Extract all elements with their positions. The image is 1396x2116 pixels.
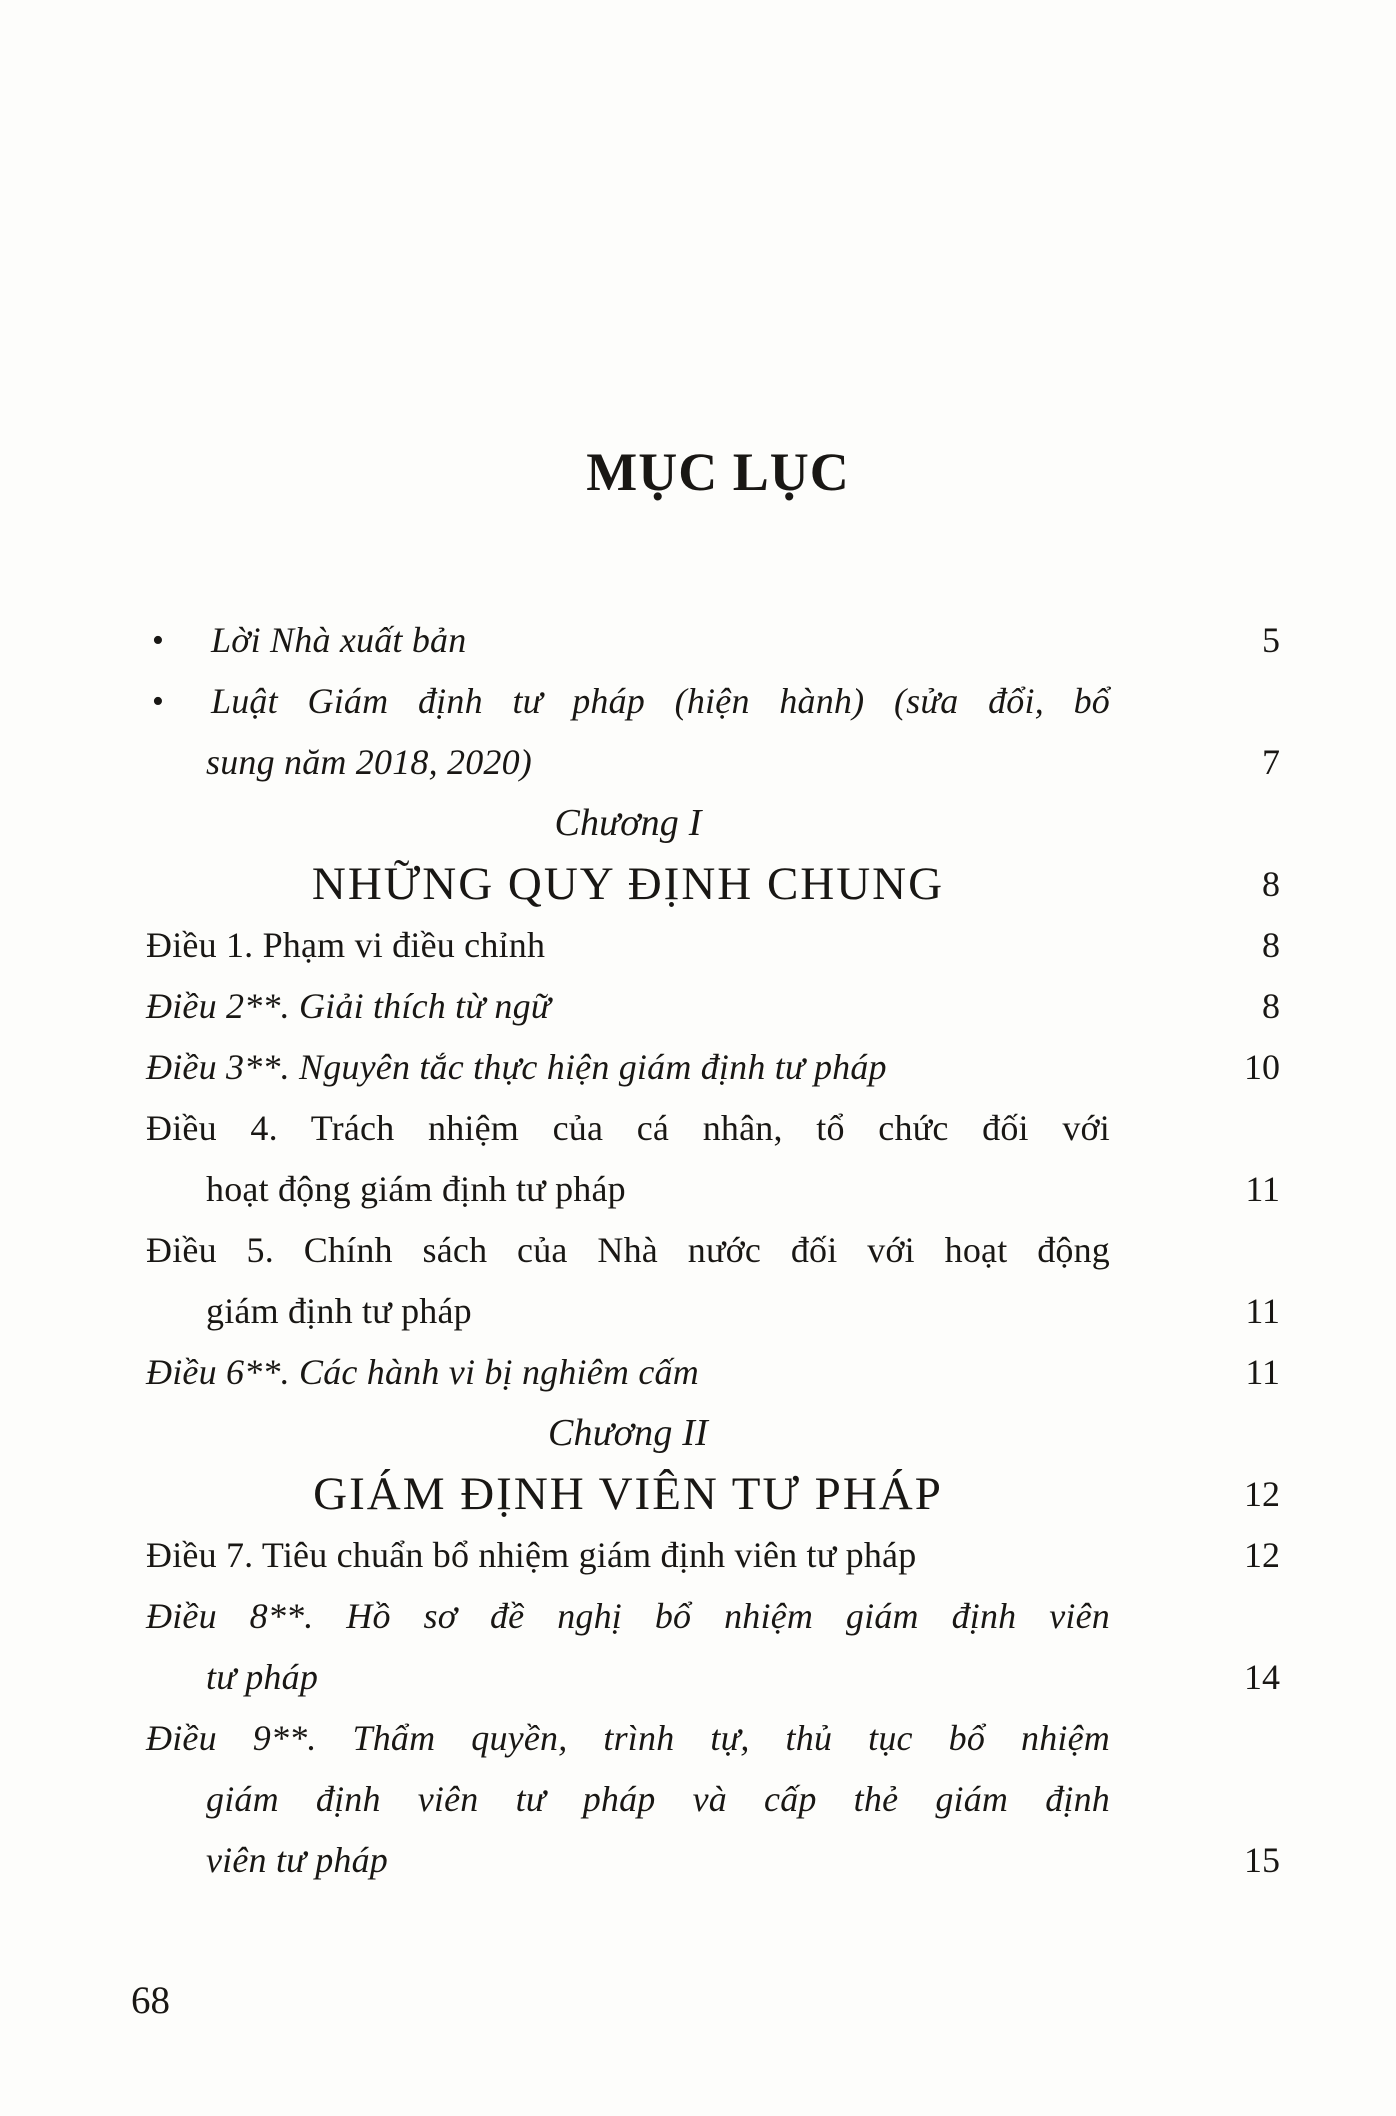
toc-page-number: 11 xyxy=(1245,1291,1280,1331)
toc-entry-text: Chương I xyxy=(554,802,702,844)
toc-entry-line xyxy=(146,793,1280,854)
toc-entry-text: Điều 4. Trách nhiệm của cá nhân, tổ chức đối với xyxy=(146,1108,1110,1148)
toc-entry-line xyxy=(146,1708,1280,1769)
toc-entry-text: Điều 1. Phạm vi điều chỉnh xyxy=(146,925,546,965)
toc-page-number: 7 xyxy=(1262,742,1280,782)
toc-page-number: 15 xyxy=(1244,1840,1280,1880)
bullet-icon: • xyxy=(152,622,164,659)
toc-entry-line xyxy=(146,1464,1280,1525)
toc-entry-text: tư pháp xyxy=(206,1657,319,1697)
toc-entry-text: NHỮNG QUY ĐỊNH CHUNG xyxy=(311,858,945,910)
toc-entry-line xyxy=(146,1647,1280,1708)
toc-entry-line xyxy=(146,1342,1280,1403)
toc-entry-line xyxy=(146,610,1280,671)
bullet-icon: • xyxy=(152,683,164,720)
toc-entry-line xyxy=(146,1403,1280,1464)
toc-entry-text: sung năm 2018, 2020) xyxy=(206,742,532,782)
toc-page-number: 5 xyxy=(1262,620,1280,660)
toc-entry-line xyxy=(146,1830,1280,1891)
toc-entry-text: GIÁM ĐỊNH VIÊN TƯ PHÁP xyxy=(313,1468,943,1520)
toc-entry-text: Chương II xyxy=(548,1412,708,1454)
toc-entry-line xyxy=(146,1220,1280,1281)
toc-entry-text: Luật Giám định tư pháp (hiện hành) (sửa đổi, bổ xyxy=(211,681,1110,721)
toc-entry-text: Điều 6**. Các hành vi bị nghiêm cấm xyxy=(146,1352,699,1392)
toc-entry-text: Điều 8**. Hồ sơ đề nghị bổ nhiệm giám định viên xyxy=(146,1596,1110,1636)
toc-entry-line xyxy=(146,732,1280,793)
toc-entry-text: Điều 9**. Thẩm quyền, trình tự, thủ tục bổ nhiệm xyxy=(146,1718,1110,1758)
folio-page-number: 68 xyxy=(131,1979,170,2022)
toc-entry-line xyxy=(146,915,1280,976)
toc-entry-text: Lời Nhà xuất bản xyxy=(211,620,467,660)
toc-entry-line xyxy=(146,671,1280,732)
toc-page-number: 12 xyxy=(1244,1474,1280,1514)
toc-entry-line xyxy=(146,854,1280,915)
toc-entry-line xyxy=(146,1769,1280,1830)
toc-list xyxy=(146,610,1280,1891)
toc-entry-line xyxy=(146,1525,1280,1586)
toc-entry-line xyxy=(146,1586,1280,1647)
toc-entry-line xyxy=(146,1037,1280,1098)
toc-entry-text: giám định tư pháp xyxy=(206,1291,472,1331)
toc-entry-text: Điều 5. Chính sách của Nhà nước đối với hoạt động xyxy=(146,1230,1110,1270)
toc-page-number: 10 xyxy=(1244,1047,1280,1087)
toc-entry-line xyxy=(146,1098,1280,1159)
toc-page-number: 8 xyxy=(1262,925,1280,965)
toc-entry-line xyxy=(146,1281,1280,1342)
toc-page-number: 11 xyxy=(1245,1169,1280,1209)
toc-entry-text: viên tư pháp xyxy=(206,1840,388,1880)
toc-entry-text: Điều 3**. Nguyên tắc thực hiện giám định tư pháp xyxy=(146,1047,887,1087)
toc-page-number: 8 xyxy=(1262,986,1280,1026)
toc-entry-text: Điều 7. Tiêu chuẩn bổ nhiệm giám định viên tư pháp xyxy=(146,1535,917,1575)
toc-page-number: 12 xyxy=(1244,1535,1280,1575)
toc-entry-line xyxy=(146,1159,1280,1220)
page-title: MỤC LỤC xyxy=(586,442,850,502)
toc-page-number: 14 xyxy=(1244,1657,1280,1697)
toc-entry-line xyxy=(146,976,1280,1037)
toc-page-number: 8 xyxy=(1262,864,1280,904)
toc-page-number: 11 xyxy=(1245,1352,1280,1392)
toc-entry-text: hoạt động giám định tư pháp xyxy=(206,1169,626,1209)
toc-entry-text: giám định viên tư pháp và cấp thẻ giám định xyxy=(206,1779,1110,1819)
toc-entry-text: Điều 2**. Giải thích từ ngữ xyxy=(146,986,551,1026)
